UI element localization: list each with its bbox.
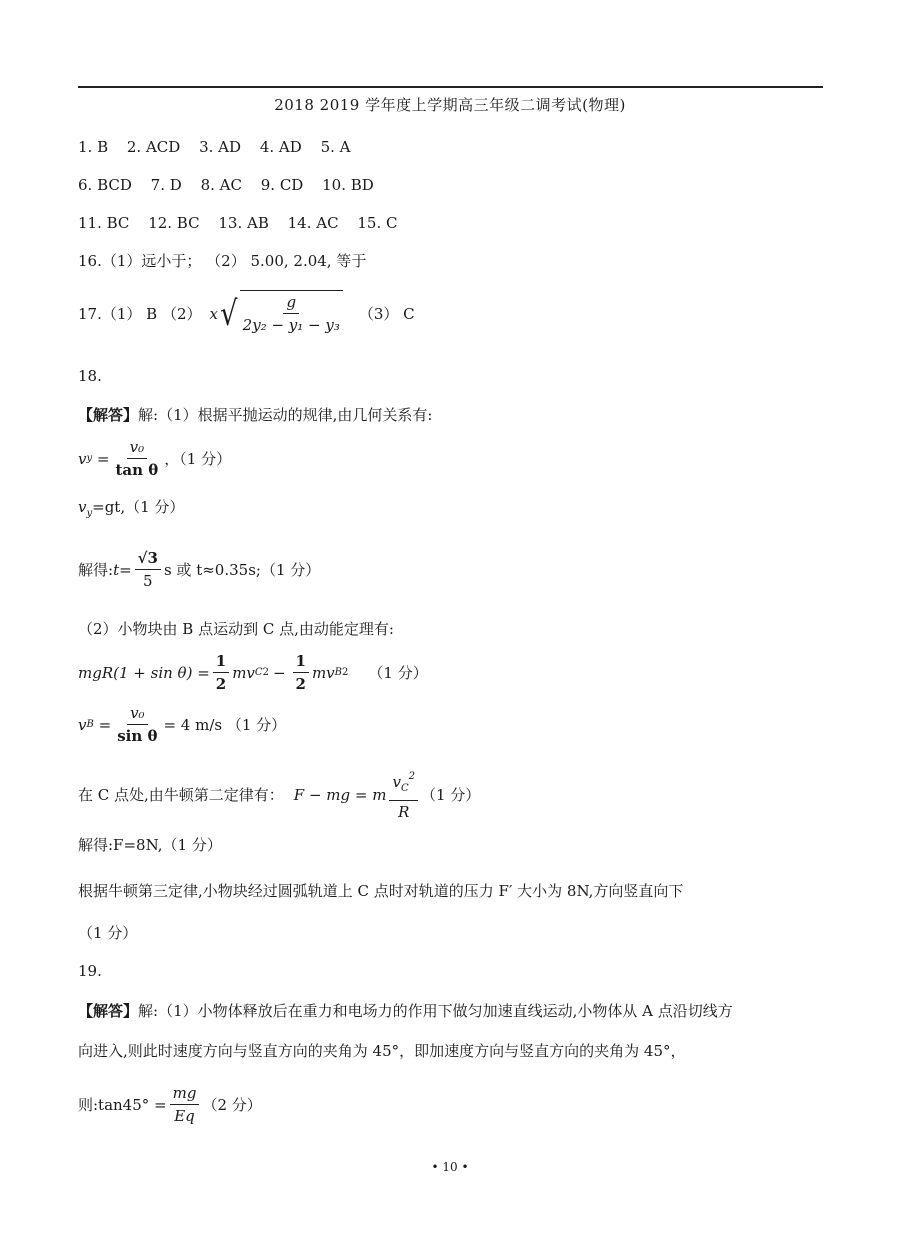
answer-tag: 【解答】 (78, 406, 139, 424)
q19-equation (78, 1083, 262, 1126)
answer-item: 6. BCD (78, 176, 132, 194)
question-19-label: 19. (78, 962, 102, 980)
eq1-numerator: v₀ (127, 437, 148, 459)
q19-eq-numerator: mg (170, 1083, 200, 1105)
answer-row-1 (78, 137, 350, 157)
eq4-half-den: 2 (215, 675, 227, 693)
eq3-denominator: 5 (143, 572, 153, 590)
q19-line-1 (78, 1001, 733, 1021)
q17-denominator: 2y₂ − y₁ − y₃ (242, 316, 340, 334)
eq6-num-sub: C (400, 783, 409, 794)
eq4-mv: mv (232, 663, 255, 682)
q18-equation-3 (78, 548, 320, 591)
q19-eq-pre: 则:tan45° = (78, 1095, 167, 1114)
question-16-answer: 16.（1）远小于； （2） 5.00, 2.04, 等于 (78, 252, 367, 270)
eq3-numerator: √3 (135, 548, 161, 570)
eq4-score: （1 分） (368, 663, 428, 682)
eq5-numerator: v₀ (127, 703, 148, 725)
eq2-text: =gt,（1 分） (92, 498, 185, 516)
eq-sub: y (86, 452, 93, 464)
q19-line-2: 向进入,则此时速度方向与竖直方向的夹角为 45°，即加速度方向与竖直方向的夹角为 45°， (78, 1042, 686, 1060)
page-number: • 10 • (431, 1160, 469, 1174)
eq5-post: = 4 m/s （1 分） (163, 715, 287, 734)
q17-x: x (209, 305, 218, 323)
eq4-lhs: mgR(1 + sin θ) = (78, 663, 210, 682)
q19-eq-denominator: Eq (174, 1107, 195, 1125)
eq4-sub-c: C (254, 666, 263, 678)
eq4-minus: − (272, 663, 286, 682)
q18-part2: （2）小物块由 B 点运动到 C 点,由动能定理有: (78, 620, 394, 638)
answer-tag: 【解答】 (78, 1002, 139, 1020)
page-title: 2018 2019 学年度上学期高三年级二调考试(物理) (274, 96, 626, 114)
eq1-denominator: tan θ (115, 461, 159, 479)
answer-row-3 (78, 213, 397, 233)
eq6-num: v (392, 773, 401, 791)
answer-item: 10. BD (322, 176, 374, 194)
eq3-post: s 或 t≈0.35s;（1 分） (163, 560, 321, 579)
q18-equation-7: 解得:F=8N,（1 分） (78, 836, 222, 854)
question-18-label: 18. (78, 367, 102, 385)
answer-item: 11. BC (78, 214, 130, 232)
eq5-sub: B (86, 718, 94, 730)
q18-equation-2: $v_y=gt,(1$ 分） (78, 498, 185, 519)
answer-item: 1. B (78, 138, 109, 156)
q19-line1-text: 解:（1）小物体释放后在重力和电场力的作用下做匀加速直线运动,小物体从 A 点沿切线方 (138, 1002, 733, 1020)
eq-var: v (78, 449, 87, 468)
answer-item: 13. AB (218, 214, 269, 232)
answer-item: 2. ACD (126, 138, 181, 156)
answer-item: 14. AC (287, 214, 339, 232)
q17-numerator: g (283, 292, 299, 314)
q18-equation-5: v B = $\frac{\text{v₀}}{\text{sin θ}}$ = 4 m/s （1 分） (78, 704, 287, 745)
q18-equation-4: mgR(1 + sin θ) = $\frac{1}{2}$ mv C 2 − $\frac{1}{2}$ mv B 2 （1 分） (78, 652, 428, 693)
eq5-denominator: sin θ (117, 727, 158, 745)
answer-row-2 (78, 175, 374, 195)
q18-conclusion-score: （1 分） (78, 924, 138, 942)
answer-item: 7. D (150, 176, 182, 194)
answer-item: 9. CD (260, 176, 304, 194)
eq1-score: ，（1 分） (164, 449, 232, 468)
answer-item: 12. BC (148, 214, 200, 232)
answer-item: 8. AC (200, 176, 242, 194)
answer-item: 3. AD (199, 138, 242, 156)
q17-part1: 17.（1） B （2） (78, 305, 202, 323)
header-rule (78, 86, 823, 88)
q18-intro (78, 405, 432, 425)
q18-equation-1: v y = $\frac{\text{v₀}}{\text{tan θ}}$ ，（1 分） (78, 438, 232, 479)
answer-item: 4. AD (259, 138, 302, 156)
eq3-pre: 解得: (78, 560, 114, 579)
eq3-t: t= (113, 560, 132, 579)
eq6-pre: 在 C 点处,由牛顿第二定律有： (78, 785, 284, 804)
q18-equation-6: 在 C 点处,由牛顿第二定律有： F − mg = m $\frac{v_C^2}{R}$ （1 分） (78, 767, 480, 822)
eq4-half-num: 1 (213, 651, 229, 673)
answer-item: 15. C (357, 214, 398, 232)
q17-sqrt-formula (218, 290, 343, 338)
q17-part3: （3） C (358, 305, 415, 323)
eq6-mid: F − mg = m (293, 785, 387, 804)
q19-eq-score: （2 分） (202, 1095, 262, 1114)
eq6-score: （1 分） (420, 785, 481, 804)
q18-intro-text: 解:（1）根据平抛运动的规律,由几何关系有: (138, 406, 433, 424)
q18-conclusion: 根据牛顿第三定律,小物块经过圆弧轨道上 C 点时对轨道的压力 F′ 大小为 8N,方向竖直向下 (78, 882, 684, 900)
eq4-sub-b: B (334, 666, 343, 678)
question-17-answer (78, 290, 415, 338)
answer-item: 5. A (320, 138, 351, 156)
eq6-den: R (398, 803, 410, 821)
radical-sign-icon: √ (220, 294, 238, 334)
eq5-var: v (78, 715, 87, 734)
